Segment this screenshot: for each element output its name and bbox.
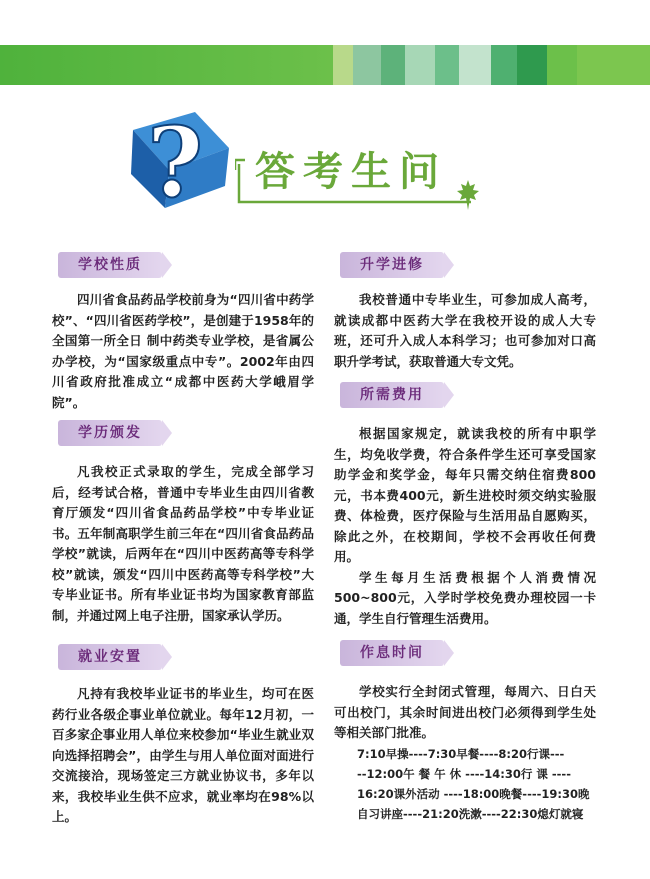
para-further: [334, 290, 596, 372]
para-schedule: [334, 682, 596, 824]
heading-diploma-label: 学历颁发: [78, 425, 142, 441]
para-employment-text: 凡持有我校毕业证书的毕业生，均可在医药行业各级企事业单位就业。每年12月初，一百多家企事业用人单位来校参加“毕业生就业双向选择招聘会”，由学生与用人单位面对面进行交流接洽，现场签定三方就业协议书，多年以来，我校毕业生供不应求，就业率均在98%以上。: [52, 686, 314, 824]
heading-further-label: 升学进修: [360, 257, 424, 273]
band-seg: [381, 45, 405, 85]
para-fees-text-1: 根据国家规定，就读我校的所有中职学生，均免收学费，符合条件学生还可享受国家助学金和奖学金，每年只需交纳住宿费800元，书本费400元，新生进校时须交纳实验服费、体检费，医疗保险与生活用品自愿购买，除此之外，在校期间，学校不会再收任何费用。: [334, 426, 596, 564]
band-seg: [491, 45, 517, 85]
heading-nature-label: 学校性质: [78, 257, 142, 273]
schedule-line: --12:00午 餐 午 休 ----14:30行 课 ----: [357, 766, 571, 781]
svg-text:?: ?: [147, 108, 204, 212]
para-schedule-text: 学校实行全封闭式管理，每周六、日白天可出校门，其余时间进出校门必须得到学生处等相关部门批准。: [334, 684, 596, 740]
question-mark-icon: [125, 108, 237, 212]
para-fees-text-2: 学生每月生活费根据个人消费情况500~800元，入学时学校免费办理校园一卡通，学生自行管理生活费用。: [334, 569, 596, 626]
heading-diploma: [58, 420, 162, 446]
band-seg: [547, 45, 577, 85]
maple-leaf-icon: [457, 180, 479, 210]
heading-schedule-label: 作息时间: [360, 645, 424, 661]
band-seg: [517, 45, 547, 85]
heading-fees: [340, 382, 444, 408]
schedule-line: 7:10早操----7:30早餐----8:20行课---: [357, 746, 565, 761]
schedule-line: 自习讲座----21:20洗漱----22:30熄灯就寝: [357, 806, 584, 821]
band-seg: [435, 45, 459, 85]
title-block: [115, 100, 495, 220]
para-further-text: 我校普通中专毕业生，可参加成人高考，就读成都中医药大学在我校开设的成人大专班，还可升入成人本科学习；也可参加对口高职升学考试，获取普通大专文凭。: [334, 292, 596, 369]
heading-further: [340, 252, 444, 278]
top-color-band: [0, 45, 650, 85]
heading-employment-label: 就业安置: [78, 649, 142, 665]
para-fees: [334, 424, 596, 629]
band-seg: [577, 45, 650, 85]
heading-schedule: [340, 640, 444, 666]
schedule-list: [334, 744, 596, 824]
schedule-line: 16:20课外活动 ----18:00晚餐----19:30晚: [357, 786, 590, 801]
band-seg: [405, 45, 435, 85]
para-nature: [52, 290, 314, 413]
band-main: [0, 45, 333, 85]
para-nature-text: 四川省食品药品学校前身为“四川省中药学校”、“四川省医药学校”，是创建于1958年的全国第一所全日 制中药类专业学校，是省属公办学校，为“国家级重点中专”。2002年由四川省政府批准成立“成都中医药大学峨眉学院”。: [52, 292, 314, 410]
band-seg: [353, 45, 381, 85]
para-employment: [52, 684, 314, 828]
heading-fees-label: 所需费用: [360, 387, 424, 403]
heading-employment: [58, 644, 162, 670]
band-seg: [333, 45, 353, 85]
para-diploma-text: 凡我校正式录取的学生，完成全部学习后，经考试合格，普通中专毕业生由四川省教育厅颁发“四川省食品药品学校”中专毕业证书。五年制高职学生前三年在“四川省食品药品学校”就读，后两年在“四川中医药高等专科学校”就读，颁发“四川中医药高等专科学校”大专毕业证书。所有毕业证书均为国家教育部监制，并通过网上电子注册，国家承认学历。: [52, 464, 314, 623]
heading-nature: [58, 252, 162, 278]
para-diploma: [52, 462, 314, 626]
band-seg: [459, 45, 491, 85]
page-title: 答考生问: [255, 148, 447, 195]
